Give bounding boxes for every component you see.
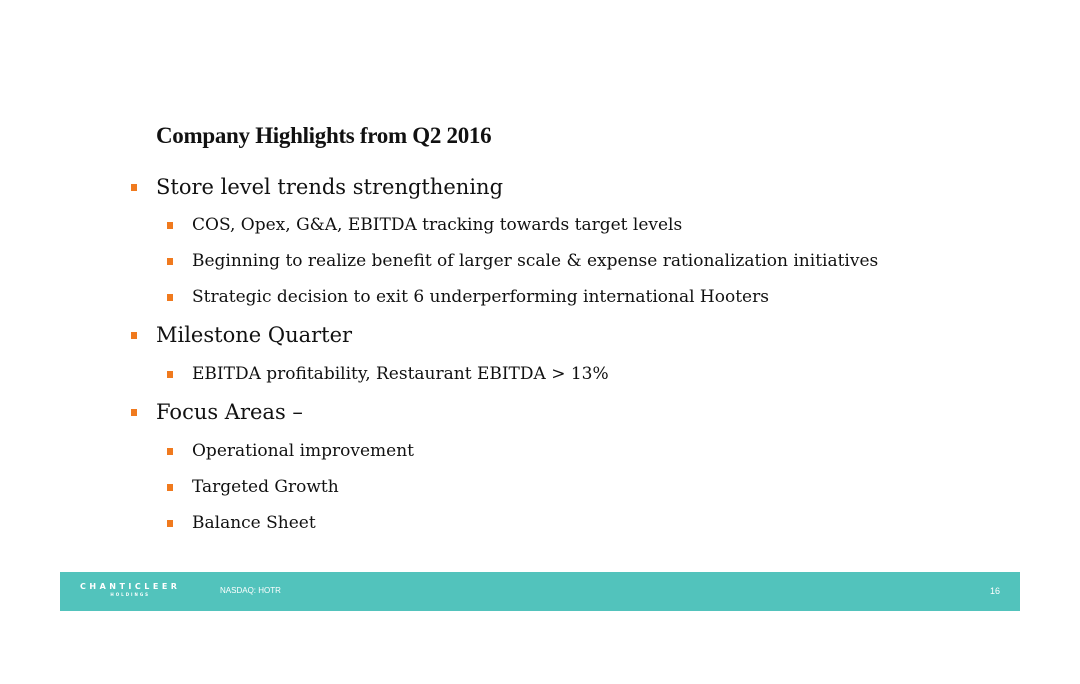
logo-text: CHANTICLEER — [80, 582, 181, 591]
bullet-icon — [167, 222, 173, 229]
ticker-label: NASDAQ: HOTR — [220, 586, 281, 595]
bullet-text: Strategic decision to exit 6 underperforming international Hooters — [192, 287, 769, 307]
bullet-icon — [131, 332, 137, 339]
bullet-icon — [167, 371, 173, 378]
sub-bullet-item — [167, 364, 609, 384]
bullet-text: Operational improvement — [192, 441, 414, 461]
bullet-icon — [167, 294, 173, 301]
sub-bullet-item — [167, 513, 316, 533]
bullet-text: Milestone Quarter — [156, 323, 353, 347]
sub-bullet-item — [167, 251, 878, 271]
bullet-text: Targeted Growth — [192, 477, 339, 497]
sub-bullet-item — [167, 215, 682, 235]
bullet-icon — [167, 520, 173, 527]
bullet-icon — [131, 184, 137, 191]
slide-title: Company Highlights from Q2 2016 — [156, 123, 492, 148]
bullet-text: Balance Sheet — [192, 513, 316, 533]
bullet-text: Focus Areas – — [156, 400, 303, 424]
bullet-item — [131, 400, 303, 424]
bullet-icon — [167, 484, 173, 491]
bullet-icon — [167, 448, 173, 455]
bullet-text: EBITDA profitability, Restaurant EBITDA > 13% — [192, 364, 609, 384]
company-logo — [80, 582, 180, 597]
sub-bullet-item — [167, 477, 339, 497]
bullet-text: COS, Opex, G&A, EBITDA tracking towards target levels — [192, 215, 683, 235]
page-number: 16 — [989, 586, 1000, 596]
logo-subtext: HOLDINGS — [110, 592, 151, 597]
sub-bullet-item — [167, 441, 414, 461]
footer-bar — [60, 572, 1020, 611]
bullet-text: Beginning to realize benefit of larger scale & expense rationalization initiatives — [192, 251, 879, 271]
bullet-icon — [131, 409, 137, 416]
sub-bullet-item — [167, 287, 769, 307]
bullet-icon — [167, 258, 173, 265]
bullet-item — [131, 323, 352, 347]
bullet-text: Store level trends strengthening — [156, 175, 504, 199]
bullet-item — [131, 175, 503, 199]
